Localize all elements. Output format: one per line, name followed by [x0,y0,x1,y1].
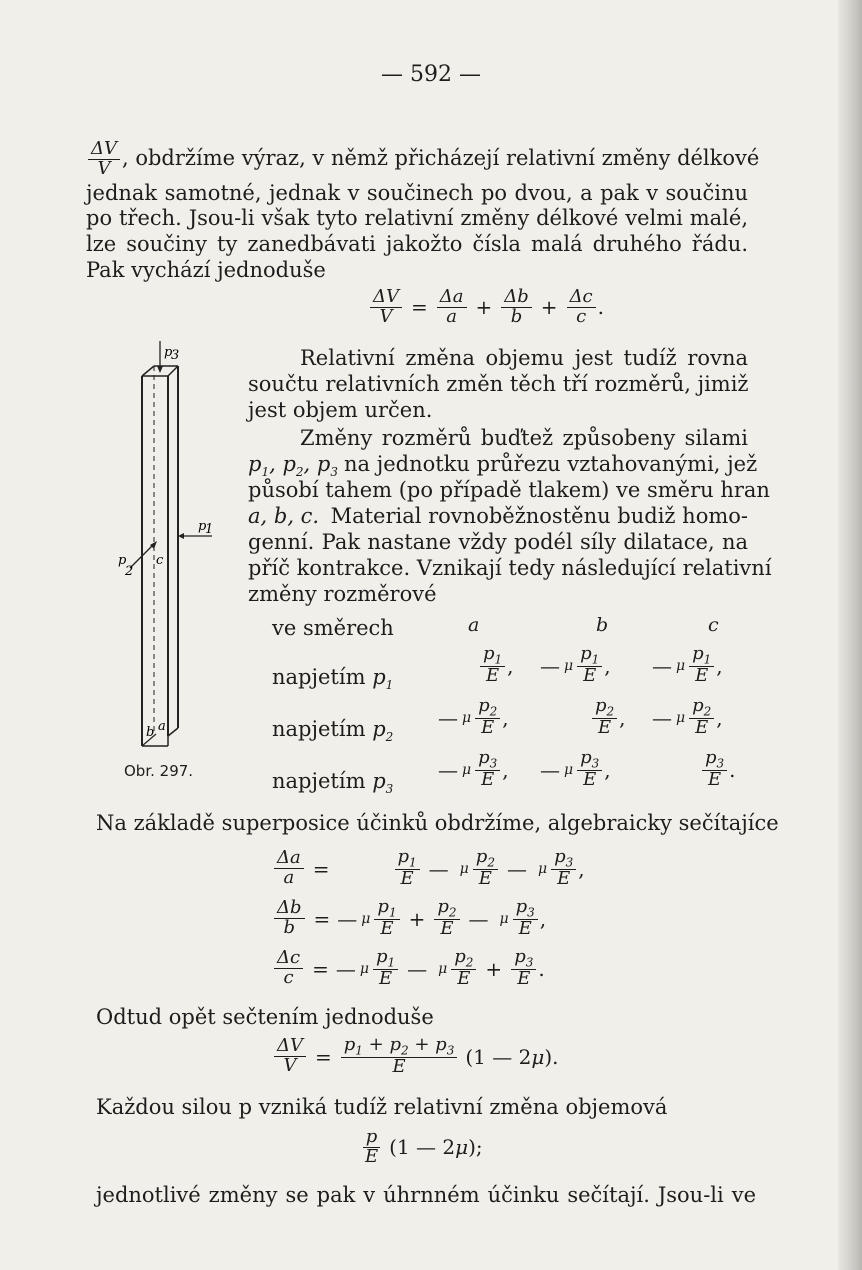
svg-text:a: a [158,719,166,734]
text-line: jest objem určen. [248,398,433,422]
svg-text:1: 1 [205,522,214,537]
text-line: příč kontrakce. Vznikají tedy následující relativní [248,556,772,580]
text-line: Odtud opět sečtením jednoduše [96,1005,434,1029]
text-line: jednak samotné, jednak v součinech po dvou, a pak v součinu [86,181,748,205]
text-line: Relativní změna objemu jest tudíž rovna [300,346,748,370]
table-row-label: napjetím $p_1$ [272,665,394,693]
equation-delta-c: $\frac{\Delta c}{c}$ = — μ $p_1$ E — μ $p_2$ E + $\frac{p_3}{E}$ . [272,948,545,989]
table-head-a: a [468,614,480,636]
svg-text:3: 3 [171,348,180,363]
text-line: po třech. Jsou-li však tyto relativní změny délkové velmi malé, [86,206,748,230]
text-line: změny rozměrové [248,582,437,606]
text-line: a, b, c. Material rovnoběžnostěnu budiž homo- [248,504,748,528]
page-number: — 592 — [381,62,481,87]
text-line: $\frac{\Delta V}{V}$ , obdržíme výraz, v němž přicházejí relativní změny délkové [86,140,759,179]
equation-delta-a: $\frac{\Delta a}{a}$ = $p_1$ E — μ $p_2$ E — μ $p_3$ E , [272,848,585,889]
table-cell: — μ $p_2$ E , [438,695,509,739]
table-head-c: c [708,614,719,636]
text-line: působí tahem (po případě tlakem) ve směru hran [248,478,770,502]
text-line: Na základě superposice účinků obdržíme, algebraicky sečítajíce [96,811,779,835]
text-line: Každou silou p vzniká tudíž relativní změna objemová [96,1095,668,1119]
text-line: Pak vychází jednoduše [86,258,326,282]
table-row-label: napjetím $p_2$ [272,717,394,745]
svg-text:p: p [198,519,207,534]
figure-caption: Obr. 297. [124,762,194,780]
svg-text:2: 2 [125,564,134,579]
table-cell: $p_1$ E , [478,645,514,686]
page-edge-shadow [838,0,862,1270]
table-cell: — μ $p_3$ E , [540,747,611,791]
equation-volume-change: $\frac{\Delta V}{V}$ = $\frac{\Delta a}{a}$ + $\frac{\Delta b}{b}$ + $\frac{\Delta c}{c}$ . [368,288,604,327]
svg-text:b: b [146,725,155,740]
equation-delta-b: $\frac{\Delta b}{b}$ = — μ $p_1$ E + $\frac{p_2}{E}$ — μ $p_3$ E , [272,898,546,939]
table-cell: $p_3$ E . [700,749,736,790]
fraction-dv-v: $\frac{\Delta V}{V}$ [88,140,120,179]
table-cell: — μ $p_3$ E , [438,747,509,791]
svg-text:c: c [156,553,164,568]
prism-figure [112,336,252,756]
table-cell: — μ $p_1$ E , [540,643,611,687]
table-head-b: b [596,614,609,636]
svg-text:p: p [118,553,127,568]
text-line: lze součiny ty zanedbávati jakožto čísla malá druhého řádu. [86,232,748,256]
text-line: Změny rozměrů buďtež způsobeny silami [300,426,748,450]
text-line: jednotlivé změny se pak v úhrnném účinku sečítají. Jsou-li ve [96,1183,756,1207]
svg-text:p: p [164,345,173,360]
table-cell: $p_2$ E , [590,697,626,738]
equation-total-volume: $\frac{\Delta V}{V}$ = $\frac{p_1 + p_2 + p_3}{E}$ (1 — 2μ). [272,1036,558,1077]
table-cell: — μ $p_1$ E , [652,643,723,687]
table-row-label: napjetím $p_3$ [272,769,394,797]
text-line: genní. Pak nastane vždy podél síly dilatace, na [248,530,748,554]
table-cell: — μ $p_2$ E , [652,695,723,739]
equation-single-force: p E (1 — 2μ); [360,1128,483,1167]
table-col-label: ve směrech [272,616,394,640]
text-line: $p_1$, $p_2$, $p_3$ na jednotku průřezu vztahovanými, jež [248,452,758,480]
text-line: součtu relativních změn těch tří rozměrů, jimiž [248,372,749,396]
